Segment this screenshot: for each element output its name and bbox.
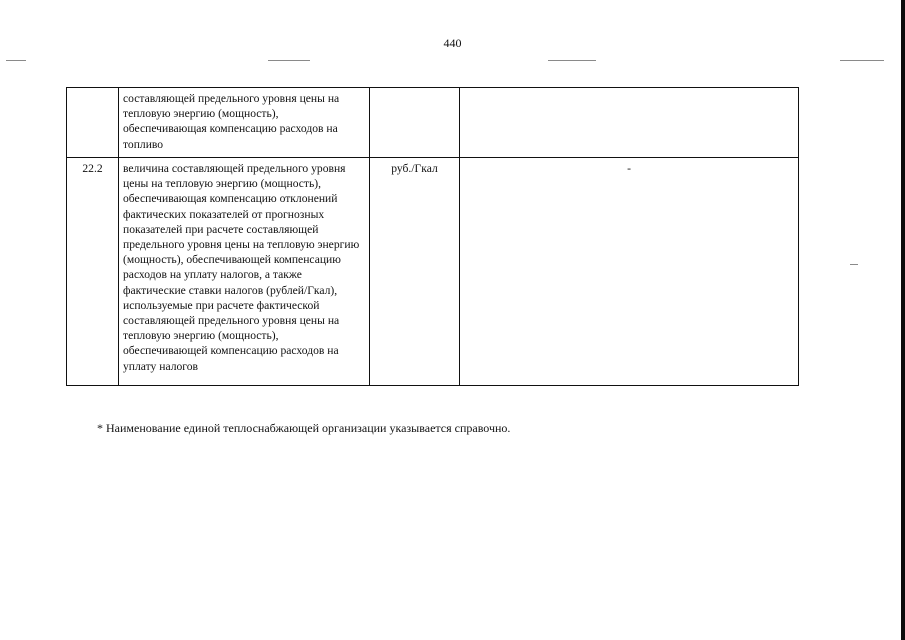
footnote: * Наименование единой теплоснабжающей организации указывается справочно. [97, 421, 511, 435]
scan-artifact [268, 60, 310, 61]
row-unit-cell [370, 88, 460, 158]
row-value-cell [460, 88, 799, 158]
row-description-cell: величина составляющей предельного уровня цены на тепловую энергию (мощность), обеспечивающая компенсацию отклонений фактических показателей от прогнозных показателей при расчете составляющей предельного уровня цены на тепловую энергию (мощность), обеспечивающей компенсацию расходов на уплату налогов, а также фактические ставки налогов (рублей/Гкал), используемые при расчете фактической составляющей предельного уровня цены на тепловую энергию (мощность), обеспечивающей компенсацию расходов на уплату налогов [119, 158, 370, 386]
row-value-cell: - [460, 158, 799, 386]
row-description-cell: составляющей предельного уровня цены на тепловую энергию (мощность), обеспечивающая компенсацию расходов на топливо [119, 88, 370, 158]
row-unit-cell: руб./Гкал [370, 158, 460, 386]
table-row [67, 158, 799, 386]
scan-edge [901, 0, 905, 640]
scan-artifact [548, 60, 596, 61]
data-table [66, 87, 799, 386]
scan-artifact [6, 60, 26, 61]
scan-artifact [850, 264, 858, 265]
page-number: 440 [443, 36, 462, 50]
row-number-cell [67, 88, 119, 158]
table-row [67, 88, 799, 158]
scan-artifact [840, 60, 884, 61]
row-number-cell: 22.2 [67, 158, 119, 386]
